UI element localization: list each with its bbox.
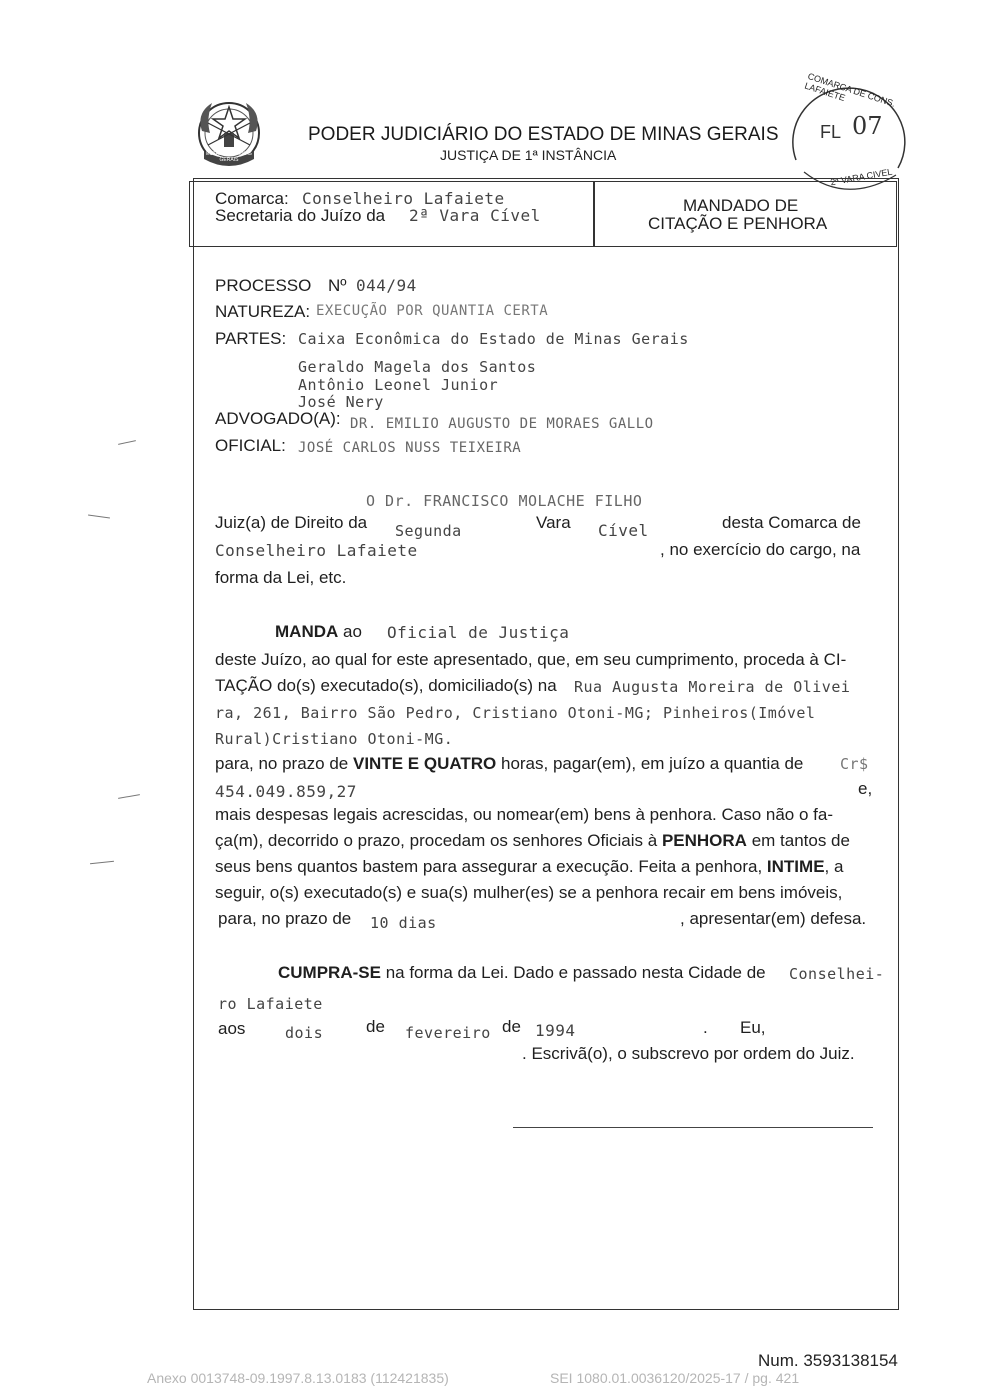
oficial-value: JOSÉ CARLOS NUSS TEIXEIRA	[298, 440, 522, 456]
partes-3: Antônio Leonel Junior	[298, 376, 499, 394]
partes-label: PARTES:	[215, 329, 287, 348]
natureza-label: NATUREZA:	[215, 302, 311, 321]
p3-line3	[215, 857, 843, 877]
p3-line1: mais despesas legais acrescidas, ou nomear(em) bens à penhora. Caso não o fa-	[215, 805, 834, 824]
comarca-name: Conselheiro Lafaiete	[215, 541, 418, 560]
vara-type: Cível	[598, 521, 649, 540]
p3-line5-a: para, no prazo de	[218, 909, 352, 928]
p2-b: VINTE E QUATRO	[353, 754, 497, 773]
partes-1: Caixa Econômica do Estado de Minas Gerais	[298, 330, 689, 348]
p3-line3-b: INTIME	[766, 857, 825, 876]
judge-name: O Dr. FRANCISCO MOLACHE FILHO	[366, 492, 643, 510]
e-text: e,	[858, 779, 873, 798]
footer-anexo: Anexo 0013748-09.1997.8.13.0183 (112421835)	[147, 1370, 449, 1386]
address-line3: Rural)Cristiano Otoni-MG.	[215, 730, 454, 748]
p3-line2	[215, 831, 850, 851]
p3-line4: seguir, o(s) executado(s) e sua(s) mulher(es) se a penhora recair em bens imóveis,	[215, 883, 843, 902]
year-value: 1994	[535, 1021, 576, 1040]
margin-mark	[90, 861, 114, 865]
comarca-label: Comarca:	[215, 189, 289, 208]
month-value: fevereiro	[405, 1024, 491, 1042]
emblem-text: ESTADO DE MINAS GERAIS	[206, 151, 252, 163]
natureza-value: EXECUÇÃO POR QUANTIA CERTA	[316, 303, 549, 319]
doc-type-line1: MANDADO DE	[683, 196, 799, 215]
cumpra-rest: na forma da Lei. Dado e passado nesta Cidade de	[385, 963, 766, 982]
p3-line2-c: em tantos de	[751, 831, 850, 850]
destinatario: Oficial de Justiça	[387, 623, 570, 642]
court-title: PODER JUDICIÁRIO DO ESTADO DE MINAS GERAIS	[308, 124, 779, 145]
forma-lei-text: forma da Lei, etc.	[215, 568, 347, 587]
ao-word: ao	[343, 622, 362, 641]
instance-title: JUSTIÇA DE 1ª INSTÂNCIA	[440, 147, 617, 163]
p3-line2-a: ça(m), decorrido o prazo, procedam os senhores Oficiais à	[215, 831, 658, 850]
exercicio-text: , no exercício do cargo, na	[660, 540, 861, 559]
day-value: dois	[285, 1024, 324, 1042]
stamp-text-bottom: 2ª VARA CIVEL	[829, 166, 894, 188]
stamp-fl-label: FL	[820, 122, 842, 142]
margin-mark	[118, 794, 140, 799]
escriva-text: . Escrivã(o), o subscrevo por ordem do Juiz.	[522, 1044, 855, 1063]
currency: Cr$	[840, 755, 869, 773]
secretaria-label: Secretaria do Juízo da	[215, 206, 386, 225]
cumpra-se: CUMPRA-SE	[278, 963, 381, 982]
footer-sei: SEI 1080.01.0036120/2025-17 / pg. 421	[550, 1370, 800, 1386]
p1-line2: TAÇÃO do(s) executado(s), domiciliado(s) na	[215, 676, 557, 695]
city-line2: ro Lafaiete	[218, 995, 323, 1013]
manda-word: MANDA	[275, 622, 339, 641]
address-line2: ra, 261, Bairro São Pedro, Cristiano Otoni-MG; Pinheiros(Imóvel	[215, 704, 816, 722]
doc-type-line2: CITAÇÃO E PENHORA	[648, 214, 828, 233]
p3-line3-c: , a	[824, 857, 844, 876]
manda-heading	[275, 622, 362, 642]
juiz-label: Juiz(a) de Direito da	[215, 513, 368, 532]
dot-text: .	[703, 1018, 708, 1037]
p3-line2-b: PENHORA	[661, 831, 747, 850]
oficial-label: OFICIAL:	[215, 436, 286, 455]
court-emblem-icon	[190, 93, 268, 175]
signature-line	[513, 1127, 873, 1128]
p1-line1: deste Juízo, ao qual for este apresentado, que, em seu cumprimento, proceda à CI-	[215, 650, 847, 669]
de-text-2: de	[502, 1017, 521, 1036]
header-box-divider	[593, 181, 595, 247]
vara-label: Vara	[536, 513, 571, 532]
comarca-de-text: desta Comarca de	[722, 513, 861, 532]
stamp-page-number: 07	[852, 112, 883, 140]
partes-4: José Nery	[298, 393, 384, 411]
prazo-value: 10 dias	[370, 914, 437, 932]
margin-mark	[88, 514, 110, 518]
p2-c: horas, pagar(em), em juízo a quantia de	[500, 754, 804, 773]
address-line1: Rua Augusta Moreira de Olivei	[574, 678, 851, 696]
processo-label: PROCESSO	[215, 276, 312, 295]
advogado-value: DR. EMILIO AUGUSTO DE MORAES GALLO	[350, 416, 654, 432]
comarca-value: Conselheiro Lafaiete	[302, 189, 505, 208]
aos-text: aos	[218, 1019, 246, 1038]
p2-line	[215, 754, 803, 774]
partes-2: Geraldo Magela dos Santos	[298, 358, 537, 376]
p3-line5-c: , apresentar(em) defesa.	[680, 909, 867, 928]
amount: 454.049.859,27	[215, 782, 357, 801]
processo-no-label: Nº	[328, 276, 347, 295]
de-text-1: de	[366, 1017, 385, 1036]
stamp-text-top: COMARCA DE CONS. LAFAIETE	[803, 71, 897, 109]
eu-text: Eu,	[740, 1018, 766, 1037]
document-number: Num. 3593138154	[758, 1351, 898, 1370]
margin-mark	[118, 440, 136, 445]
processo-value: 044/94	[356, 276, 417, 295]
vara-ordinal: Segunda	[395, 522, 462, 540]
p3-line3-a: seus bens quantos bastem para assegurar a execução. Feita a penhora,	[215, 857, 763, 876]
advogado-label: ADVOGADO(A):	[215, 409, 341, 428]
p2-a: para, no prazo de	[215, 754, 349, 773]
city-line1: Conselhei-	[789, 965, 885, 983]
secretaria-value: 2ª Vara Cível	[409, 206, 541, 225]
